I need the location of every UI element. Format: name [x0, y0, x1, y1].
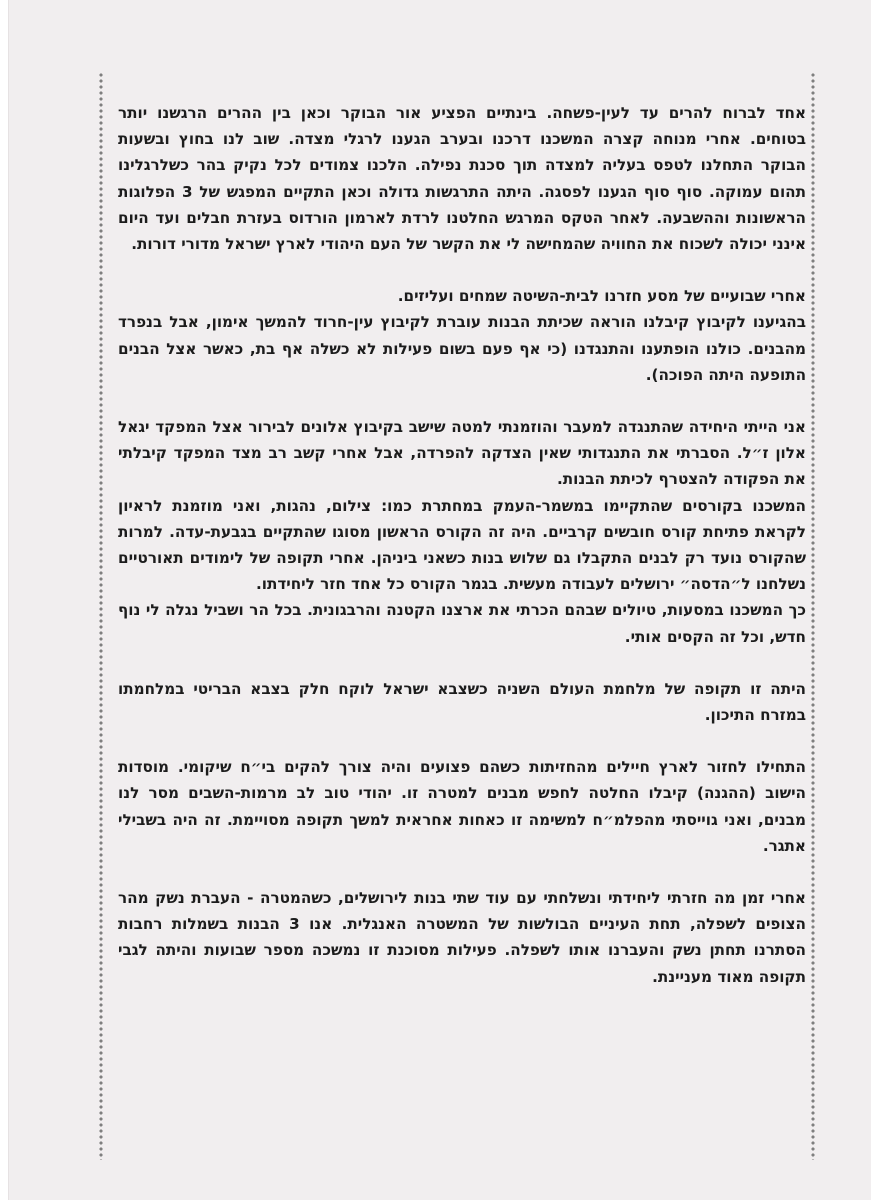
paragraph: המשכנו בקורסים שהתקיימו במשמר-העמק במחתרת כמו: צילום, נהגות, ואני מוזמנת לראיון לקראת פתיחת קורס חובשים קרביים. היה זה הקורס הראשון מסוגו שהתקיים בגבעת-עדה. למרות שהקורס נועד רק לבנים התקבלו גם שלוש בנות כשאני ביניהן. אחרי תקופה של לימודים תאורטיים נשלחנו ל״הדסה״ ירושלים לעבודה מעשית. בגמר הקורס כל אחד חזר ליחידתו. [118, 496, 806, 594]
paragraph-gap [118, 257, 806, 283]
paragraph-gap [118, 388, 806, 414]
paragraph: אני הייתי היחידה שהתנגדה למעבר והוזמנתי למטה שישב בקיבוץ אלונים לבירור אצל המפקד יגאל אלון ז״ל. הסברתי את התנגדותי שאין הצדקה להפרדה, אבל אחרי קשב רב מצד המפקד קיבלתי את הפקודה להצטרף לכיתת הבנות. [118, 418, 806, 489]
paragraph-gap [118, 650, 806, 676]
document-body [118, 100, 806, 990]
decorative-border-left [98, 72, 104, 1160]
paragraph: אחרי זמן מה חזרתי ליחידתי ונשלחתי עם עוד שתי בנות לירושלים, כשהמטרה - העברת נשק מהר הצופים לשפלה, תחת העיניים הבולשות של המשטרה האנגלית. אנו 3 הבנות בשמלות רחבות הסתרנו תחתן נשק והעברנו אותו לשפלה. פעילות מסוכנת זו נמשכה מספר שבועות והיתה לגבי תקופה מאוד מעניינת. [118, 889, 806, 986]
paragraph: כך המשכנו במסעות, טיולים שבהם הכרתי את ארצנו הקטנה והרבגונית. בכל הר ושביל נגלה לי נוף חדש, וכל זה הקסים אותי. [118, 601, 806, 646]
paragraph: בהגיענו לקיבוץ קיבלנו הוראה שכיתת הבנות עוברת לקיבוץ עין-חרוד להמשך אימון, אבל בנפרד מהבנים. כולנו הופתענו והתנגדנו (כי אף פעם בשום פעילות לא כשלה אף בת, כאשר אצל הבנים התופעה היתה הפוכה). [118, 313, 806, 384]
paragraph: אחרי שבועיים של מסע חזרנו לבית-השיטה שמחים ועליזים. [397, 287, 806, 306]
paragraph-gap [118, 728, 806, 754]
paragraph: היתה זו תקופה של מלחמת העולם השניה כשצבא ישראל לוקח חלק בצבא הבריטי במלחמתו במזרח התיכון. [118, 679, 806, 725]
paragraph-gap [118, 859, 806, 885]
decorative-border-right [810, 72, 816, 1160]
paragraph: התחילו לחזור לארץ חיילים מהחזיתות כשהם פצועים והיה צורך להקים בי״ח שיקומי. מוסדות הישוב (ההגנה) קיבלו החלטה לחפש מבנים למטרה זו. יהודי טוב לב מרמות-השבים מסר לנו מבנים, ואני גוייסתי מהפלמ״ח למשימה זו כאחות אחראית למשך תקופה מסויימת. זה היה בשבילי אתגר. [118, 758, 806, 855]
paragraph: אחד לברוח להרים עד לעין-פשחה. בינתיים הפציע אור הבוקר וכאן בין ההרים הרגשנו יותר בטוחים. אחרי מנוחה קצרה המשכנו דרכנו ובערב הגענו לרגלי מצדה. שוב לנו בחוץ ובשעות הבוקר התחלנו לטפס בעליה למצדה תוך סכנת נפילה. הלכנו צמודים לכל נקיק בהר כשלרגלינו תהום עמוקה. סוף סוף הגענו לפסגה. היתה התרגשות גדולה וכאן התקיים המפגש של 3 הפלוגות הראשונות וההשבעה. לאחר הטקס המרגש החלטנו לרדת לארמון הורדוס בעזרת חבלים ועד היום אינני יכולה לשכוח את החוויה שהמחישה לי את הקשר של העם היהודי לארץ ישראל מדורי דורות. [118, 104, 806, 254]
